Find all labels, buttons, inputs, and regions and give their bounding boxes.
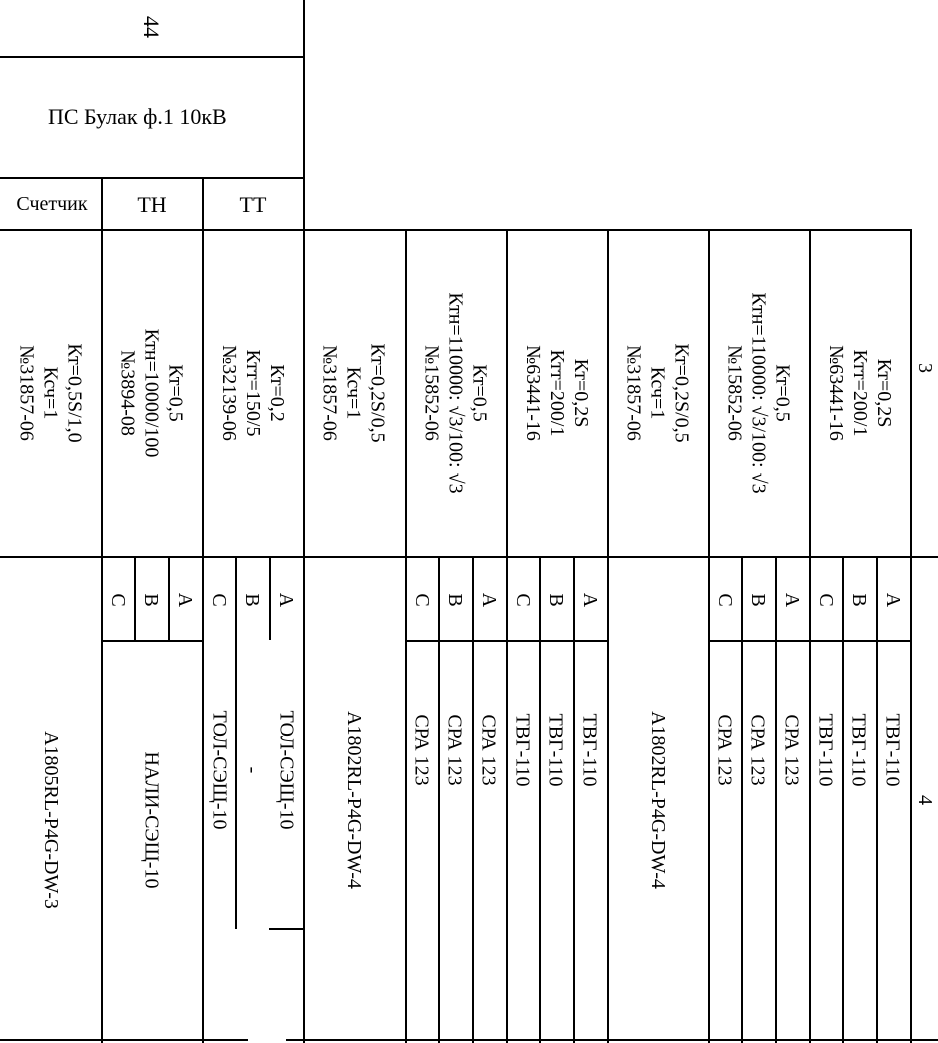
phase-label: В xyxy=(140,593,162,607)
vt-model-1: НАЛИ-СЭЩ-10 xyxy=(140,751,163,889)
vt-model-2-c: СРА 123 xyxy=(411,714,434,786)
ct-model-2-b: ТВГ-110 xyxy=(545,713,568,787)
vt-model-2-b: СРА 123 xyxy=(444,714,467,786)
vt-params-2: Кт=0,5 Ктн=110000: √3/100: √3 №15852-06 xyxy=(420,291,491,494)
vt-model-3-a: СРА 123 xyxy=(781,714,804,786)
vt-params-3: Кт=0,5 Ктн=110000: √3/100: √3 №15852-06 xyxy=(723,291,794,494)
meter-params-1: Кт=0,5S/1,0 Ксч=1 №31857-06 xyxy=(15,342,86,443)
side-number-lower: 4 xyxy=(914,795,936,805)
phase-label: А xyxy=(275,592,297,608)
ct-model-2-c: ТВГ-110 xyxy=(512,713,535,787)
meter-params-2: Кт=0,2S/0,5 Ксч=1 №31857-06 xyxy=(319,342,389,443)
phase-label: С xyxy=(714,593,736,607)
meter-model-2: A1802RL-P4G-DW-4 xyxy=(343,711,366,889)
ct-model-1-c: ТОЛ-СЭЩ-10 xyxy=(208,710,231,830)
vt-model-2-a: СРА 123 xyxy=(478,714,501,786)
phase-label: А xyxy=(579,592,601,608)
side-number-upper: 3 xyxy=(914,363,936,373)
ct-model-2-a: ТВГ-110 xyxy=(579,713,602,787)
phase-label: С xyxy=(107,593,129,607)
ct-params-1: Кт=0,2 Ктт=150/5 №32139-06 xyxy=(217,344,288,441)
substation-name: ПС Булак ф.1 10кВ xyxy=(48,104,227,129)
phase-label: В xyxy=(444,593,466,607)
phase-label: А xyxy=(174,592,196,608)
phase-label: С xyxy=(208,593,230,607)
phase-label: А xyxy=(478,592,500,608)
meter-header: Счетчик xyxy=(16,194,88,214)
phase-label: С xyxy=(512,593,534,607)
phase-label: С xyxy=(815,593,837,607)
meter-params-3: Кт=0,2S/0,5 Ксч=1 №31857-06 xyxy=(622,342,693,443)
vt-model-3-b: СРА 123 xyxy=(747,714,770,786)
vt-model-3-c: СРА 123 xyxy=(714,714,737,786)
ct-model-3-c: ТВГ-110 xyxy=(815,713,838,787)
row-number: 44 xyxy=(139,16,164,38)
phase-label: В xyxy=(848,593,870,607)
ct-model-3-a: ТВГ-110 xyxy=(882,713,905,787)
ct-header: ТТ xyxy=(239,192,267,217)
phase-label: В xyxy=(545,593,567,607)
phase-label: С xyxy=(411,593,433,607)
phase-label: А xyxy=(882,592,904,608)
phase-label: А xyxy=(781,592,803,608)
vt-header: ТН xyxy=(137,192,167,217)
ct-model-1-b: - xyxy=(240,766,263,774)
phase-label: В xyxy=(241,593,263,607)
phase-label: В xyxy=(747,593,769,607)
meter-model-1: A1805RL-P4G-DW-3 xyxy=(39,731,62,909)
ct-params-2: Кт=0,2S Ктт=200/1 №63441-16 xyxy=(521,344,592,441)
vt-params-1: Кт=0,5 Ктн=10000/100 №3894-08 xyxy=(116,328,187,457)
ct-model-3-b: ТВГ-110 xyxy=(848,713,871,787)
ct-params-3: Кт=0,2S Ктт=200/1 №63441-16 xyxy=(824,344,895,441)
ct-model-1-a: ТОЛ-СЭЩ-10 xyxy=(275,710,298,830)
meter-model-3: A1802RL-P4G-DW-4 xyxy=(646,711,669,889)
